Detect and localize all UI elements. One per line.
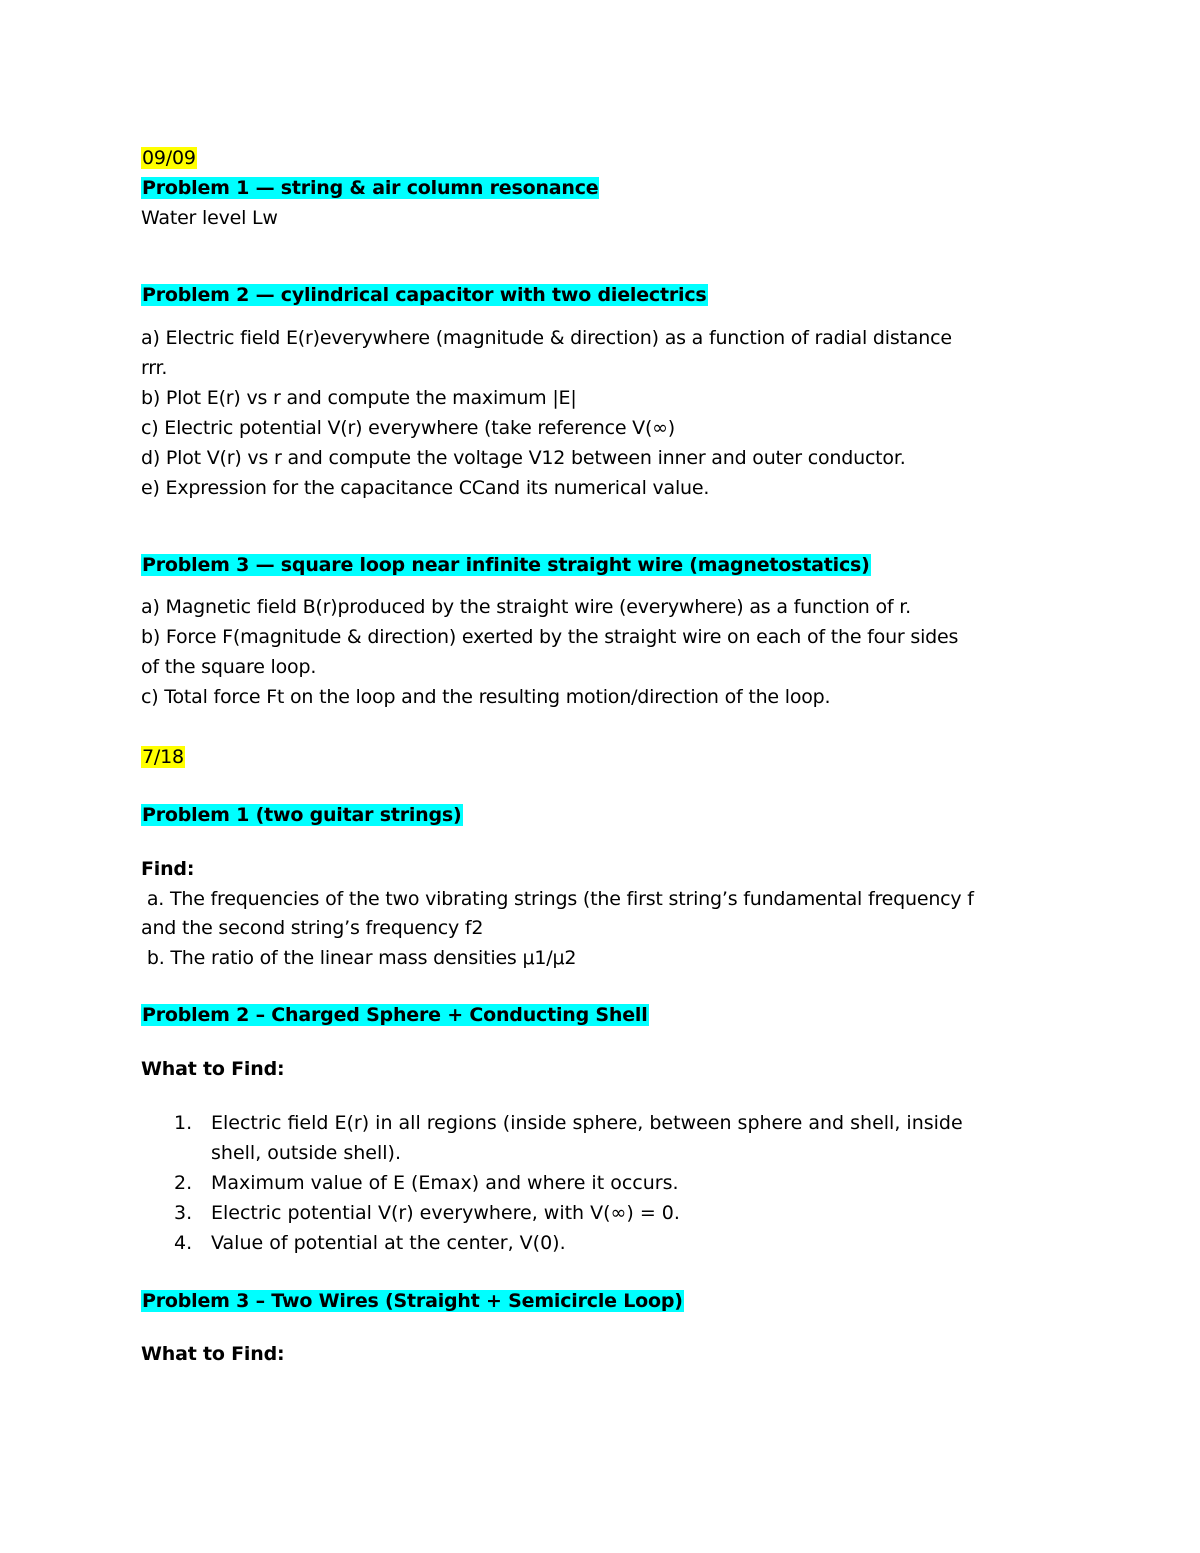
problem-heading: Problem 2 — cylindrical capacitor with two dielectrics: [142, 284, 707, 306]
problem-heading: Problem 1 — string & air column resonance: [142, 177, 599, 199]
problem-line: b. The ratio of the linear mass densities μ1/μ2: [141, 947, 577, 969]
problem-heading: Problem 2 – Charged Sphere + Conducting Shell: [142, 1004, 648, 1026]
problem-heading: Problem 3 — square loop near infinite straight wire (magnetostatics): [142, 554, 870, 576]
problem-line: of the square loop.: [141, 656, 317, 678]
find-label: Find:: [141, 858, 195, 880]
problem-line: c) Electric potential V(r) everywhere (take reference V(∞): [141, 417, 676, 439]
list-item: Maximum value of E (Emax) and where it occurs.: [211, 1172, 679, 1194]
section-date: 7/18: [142, 746, 184, 768]
list-number: 2.: [174, 1172, 193, 1194]
problem-line: b) Force F(magnitude & direction) exerted by the straight wire on each of the four sides: [141, 626, 959, 648]
problem-text: Water level Lw: [141, 207, 278, 229]
problem-line: a) Magnetic field B(r)produced by the straight wire (everywhere) as a function of r.: [141, 596, 911, 618]
problem-line: a. The frequencies of the two vibrating strings (the first string’s fundamental frequency f: [141, 888, 974, 910]
problem-heading: Problem 3 – Two Wires (Straight + Semicircle Loop): [142, 1290, 683, 1312]
list-item: Electric potential V(r) everywhere, with V(∞) = 0.: [211, 1202, 680, 1224]
section-date: 09/09: [142, 147, 196, 169]
list-number: 3.: [174, 1202, 193, 1224]
problem-line: and the second string’s frequency f2: [141, 917, 484, 939]
list-number: 1.: [174, 1112, 193, 1134]
list-number: 4.: [174, 1232, 193, 1254]
problem-line: rrr.: [141, 357, 168, 379]
problem-line: d) Plot V(r) vs r and compute the voltage V12 between inner and outer conductor.: [141, 447, 906, 469]
list-item: Electric field E(r) in all regions (inside sphere, between sphere and shell, inside: [211, 1112, 963, 1134]
problem-line: e) Expression for the capacitance CCand its numerical value.: [141, 477, 710, 499]
problem-heading: Problem 1 (two guitar strings): [142, 804, 462, 826]
problem-line: c) Total force Ft on the loop and the resulting motion/direction of the loop.: [141, 686, 831, 708]
list-item: Value of potential at the center, V(0).: [211, 1232, 566, 1254]
problem-line: a) Electric field E(r)everywhere (magnitude & direction) as a function of radial distance: [141, 327, 952, 349]
problem-line: b) Plot E(r) vs r and compute the maximum |E|: [141, 387, 577, 409]
find-label: What to Find:: [141, 1058, 285, 1080]
find-label: What to Find:: [141, 1343, 285, 1365]
list-item: shell, outside shell).: [211, 1142, 401, 1164]
